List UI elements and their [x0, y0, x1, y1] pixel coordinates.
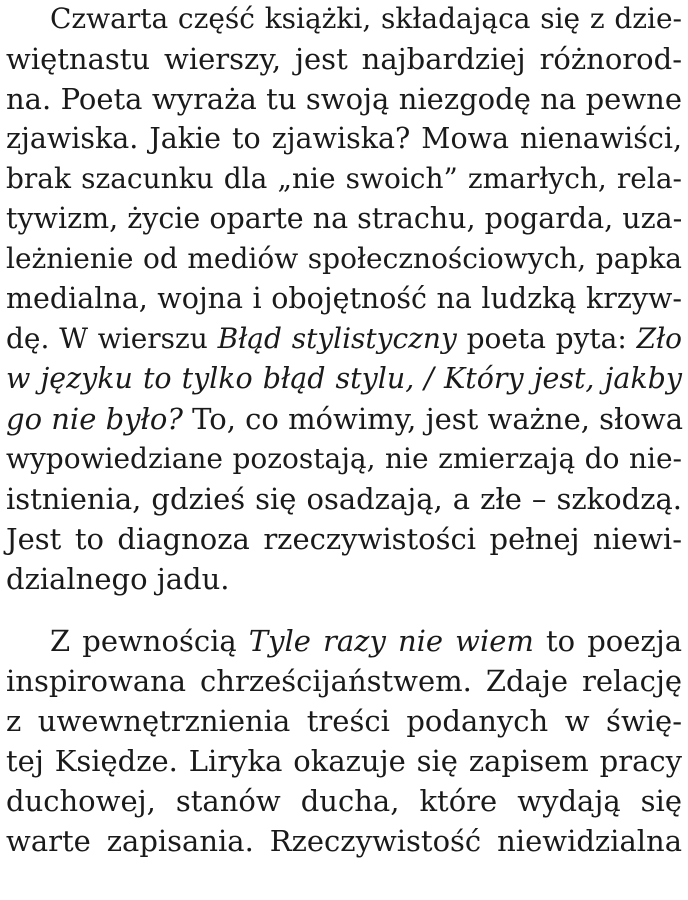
text-line: Czwarta część książki, składająca się z dzie-: [50, 2, 682, 35]
text-line: wypowiedziane pozostają, nie zmierzają do nie-: [6, 442, 682, 475]
text-line: tej Księdze. Liryka okazuje się zapisem pracy: [6, 744, 682, 778]
text-line: Z pewnością Tyle razy nie wiem to poezja: [50, 624, 682, 658]
text-line: w języku to tylko błąd stylu, / Który jest, jakby: [6, 362, 682, 395]
text-line: warte zapisania. Rzeczywistość niewidzialna: [6, 824, 682, 858]
text-line: leżnienie od mediów społecznościowych, papka: [6, 242, 682, 275]
text-line: inspirowana chrześcijaństwem. Zdaje relację: [6, 664, 682, 698]
text-line: brak szacunku dla „nie swoich” zmarłych, rela-: [6, 162, 682, 195]
text-line: na. Poeta wyraża tu swoją niezgodę na pewne: [6, 82, 682, 116]
text-line: medialna, wojna i obojętność na ludzką krzyw-: [6, 282, 682, 315]
text-line: tywizm, życie oparte na strachu, pogarda, uza-: [6, 202, 683, 235]
text-line: dzialnego jadu.: [6, 562, 230, 596]
text-line: dę. W wierszu Błąd stylistyczny poeta pyta: Zło: [6, 322, 683, 355]
text-line: istnienia, gdzieś się osadzają, a złe – szkodzą.: [6, 482, 682, 516]
text-line: duchowej, stanów ducha, które wydają się: [6, 784, 682, 818]
text-line: go nie było? To, co mówimy, jest ważne, słowa: [6, 402, 684, 436]
text-line: zjawiska. Jakie to zjawiska? Mowa nienawiści,: [6, 122, 682, 155]
text-line: więtnastu wierszy, jest najbardziej różnorod-: [6, 42, 682, 76]
text-line: Jest to diagnoza rzeczywistości pełnej niewi-: [6, 522, 682, 556]
text-line: z uwewnętrznienia treści podanych w świę-: [6, 704, 682, 738]
